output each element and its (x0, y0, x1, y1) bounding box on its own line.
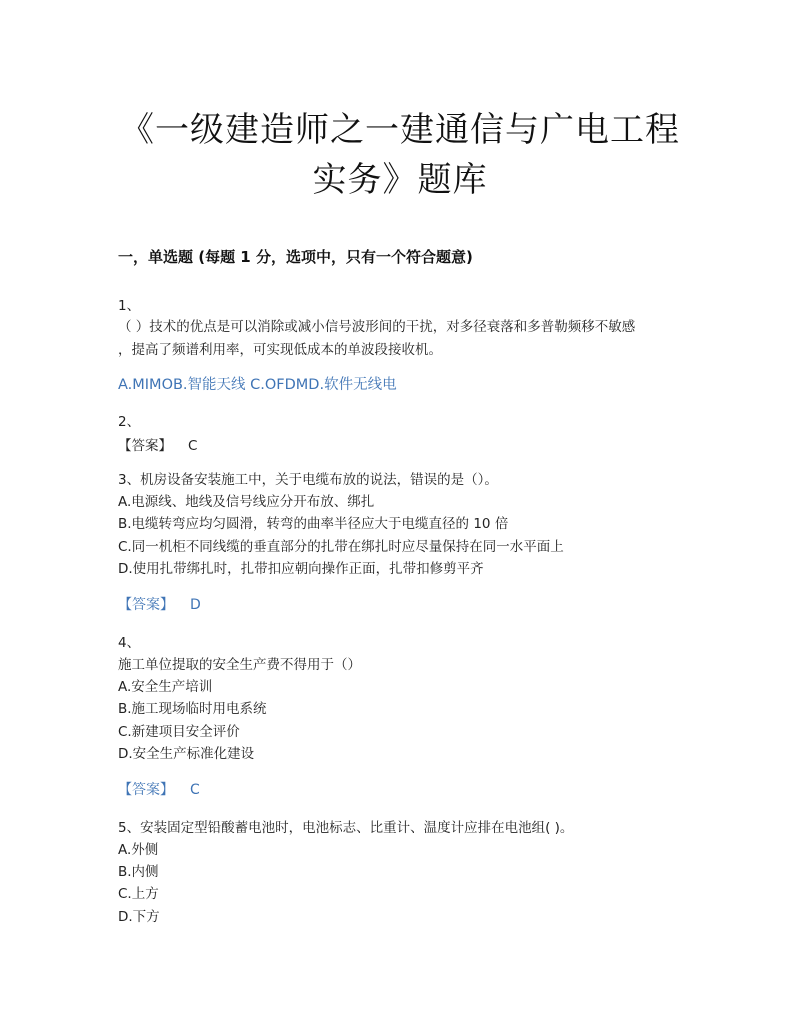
answer-value: C (188, 438, 198, 454)
question-3-option-d: D.使用扎带绑扎时，扎带扣应朝向操作正面，扎带扣修剪平齐 (118, 561, 484, 577)
question-5-option-a: A.外侧 (118, 842, 159, 858)
question-5-option-c: C.上方 (118, 886, 159, 902)
document-title-line-1: 《一级建造师之一建通信与广电工程 (120, 110, 680, 150)
question-5-option-b: B.内侧 (118, 864, 159, 880)
answer-label: 【答案】 (118, 782, 174, 798)
answer-value: D (190, 597, 201, 613)
question-3-option-a: A.电源线、地线及信号线应分开布放、绑扎 (118, 494, 375, 510)
question-5-stem: 5、安装固定型铅酸蓄电池时，电池标志、比重计、温度计应排在电池组( )。 (118, 820, 574, 836)
question-4-option-d: D.安全生产标准化建设 (118, 746, 255, 762)
question-1-text-line-2: ，提高了频谱利用率，可实现低成本的单波段接收机。 (118, 342, 442, 358)
question-4-stem: 施工单位提取的安全生产费不得用于（） (118, 657, 361, 673)
question-5-option-d: D.下方 (118, 909, 160, 925)
question-1-number: 1、 (118, 298, 141, 314)
question-4-answer (118, 780, 200, 800)
question-1-text-line-1: （ ）技术的优点是可以消除或减小信号波形间的干扰，对多径衰落和多普勒频移不敏感 (118, 319, 636, 335)
question-3-answer (118, 595, 201, 615)
question-4-option-c: C.新建项目安全评价 (118, 724, 240, 740)
question-4-option-b: B.施工现场临时用电系统 (118, 701, 267, 717)
question-2-number: 2、 (118, 414, 141, 430)
answer-value: C (190, 782, 200, 798)
question-2-answer (118, 436, 197, 456)
question-3-stem: 3、机房设备安装施工中，关于电缆布放的说法，错误的是（）。 (118, 472, 498, 488)
section-heading: 一，单选题 (每题 1 分，选项中，只有一个符合题意) (118, 248, 473, 266)
question-1-options: A.MIMOB.智能天线 C.OFDMD.软件无线电 (118, 377, 397, 393)
question-3-option-c: C.同一机柜不同线缆的垂直部分的扎带在绑扎时应尽量保持在同一水平面上 (118, 539, 564, 555)
question-4-number: 4、 (118, 635, 141, 651)
question-4-option-a: A.安全生产培训 (118, 679, 213, 695)
document-title-line-2: 实务》题库 (312, 160, 488, 200)
answer-label: 【答案】 (118, 438, 172, 454)
answer-label: 【答案】 (118, 597, 174, 613)
question-3-option-b: B.电缆转弯应均匀圆滑，转弯的曲率半径应大于电缆直径的 10 倍 (118, 516, 509, 532)
